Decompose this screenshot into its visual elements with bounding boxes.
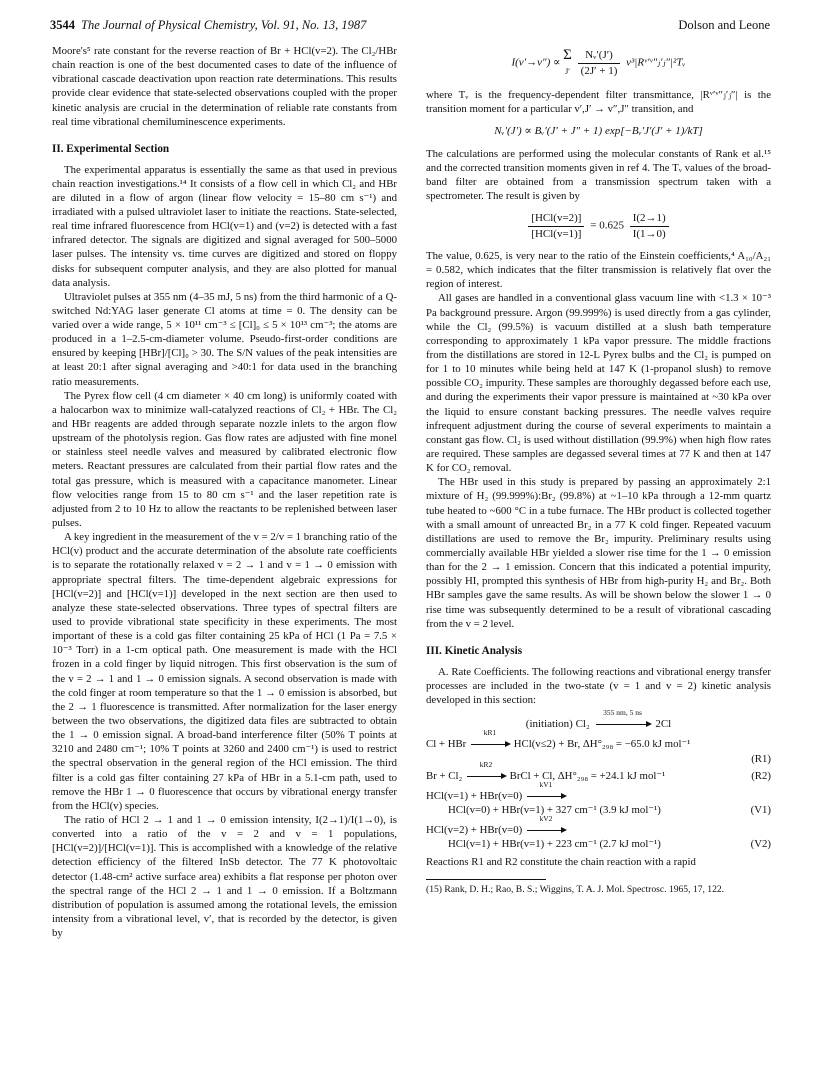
paragraph: A key ingredient in the measurement of the v = 2/v = 1 branching ratio of the HCl(v) product and the accurate determination of the absolute rate coefficients is to separate the rotationally relaxed v = 2 → 1 and v = 1 → 0 emission with appropriate spectral filters. The time-dependent algebraic expressions for [HCl(v=2)] and [HCl(v=1)] developed in the next section are then used to analyze these state-selected observations. Three types of spectral filters are used to provide vibrational state specificity in these experiments. The most important of these is a cold gas filter containing 25 kPa of HCl (1 Pa = 7.5 × 10⁻³ Torr) in a 1-cm optical path. One measurement is made with the HCl frozen in a cold finger by liquid nitrogen. This first observation is the sum of the v = 2 → 1 and 1 → 0 emission signals. A second observation is made with the cold finger at room temperature so that the 1 → 0 emission is absorbed, but the 2 → 1 fluorescence is transmitted. After normalization for the laser energy between the two observations, the digitized data files are subtracted to obtain the 1 → 0 emission signal. A broad-band interference filter (50% T points at 3210 and 2480 cm⁻¹; 10% T points at 3260 and 2400 cm⁻¹) is used to restrict the spectral observation in the general region of the HCl emission. The third filter is a cold gas filter containing 27 kPa of HBr in a 5.1-cm path, used to remove the HBr 1 → 0 fluorescence that occurs by vibrational energy transfer from the HCl(v) species. [52, 531, 397, 812]
footnote-15: (15) Rank, D. H.; Rao, B. S.; Wiggins, T. A. J. Mol. Spectrosc. 1965, 17, 122. [426, 884, 725, 896]
equation-intensity [426, 48, 771, 78]
reaction-v1 [426, 779, 771, 817]
eq1-fraction [578, 48, 621, 78]
r2-reactants: Br + Cl₂ [426, 769, 463, 782]
rate-constant-label: kV2 [539, 814, 553, 824]
eq2-text: Nᵥ′(J′) ∝ Bᵥ′(J′ + J″ + 1) exp[−Bᵥ′J′(J′ + 1)/kT] [494, 125, 703, 138]
rate-constant-label: kR2 [479, 759, 493, 769]
r2-products: BrCl + Cl, ΔH°₂₉₈ = +24.1 kJ mol⁻¹ [509, 769, 666, 782]
initiation-reactant: (initiation) Cl₂ [525, 717, 590, 730]
page-number: 3544 [50, 18, 75, 32]
rate-constant-label: kV1 [539, 779, 553, 789]
reaction-number: (V2) [750, 838, 771, 851]
paragraph: The experimental apparatus is essentially the same as that used in previous chain reaction investigations.¹⁴ It consists of a flow cell in which Cl₂ and HBr are diluted in a flow of argon (linear flow velocity = 15–80 cm s⁻¹) and irradiated with a pulsed ultraviolet laser to initiate the reactions. State-selected, real time infrared fluorescence from HCl(v=1) and (v=2) is detected with a fast infrared detector. The signals are digitized and signal averaged for 500–5000 laser pulses. The intensity vs. time curves are digitized and stored on floppy disks for subsequent computer analysis, and they are also plotted for manual data analysis. [52, 163, 397, 289]
eq1-numerator: Nᵥ′(J′) [578, 48, 621, 63]
sum-symbol: Σ [563, 47, 572, 63]
reaction-number: (R2) [751, 769, 771, 782]
reaction-number: (R1) [751, 752, 771, 765]
paragraph-where: where Tᵥ is the frequency-dependent filter transmittance, |Rᵛ′ᵛ″ⱼ′ⱼ″| is the transition moment for a particular v′,J′ → v″,J″ transition, and [426, 89, 771, 116]
eq3-rhs-denominator: I(1→0) [632, 227, 666, 240]
closing-line: Reactions R1 and R2 constitute the chain reaction with a rapid [426, 856, 696, 869]
eq1-lhs: I(v′→v″) ∝ [511, 56, 561, 69]
reaction-v2 [426, 814, 771, 851]
eq3-lhs-fraction [528, 211, 584, 241]
equation-population-ratio [426, 211, 771, 241]
running-head-left [50, 18, 366, 33]
eq1-denominator: (2J′ + 1) [580, 64, 618, 77]
equation-population [426, 124, 771, 138]
eq3-lhs-denominator: [HCl(v=1)] [531, 227, 582, 240]
sum-subscript: J′ [565, 67, 570, 76]
reaction-arrow [469, 728, 511, 751]
eq3-rhs-fraction [630, 211, 669, 241]
r1-reactants: Cl + HBr [426, 738, 467, 751]
paragraph: The ratio of HCl 2 → 1 and 1 → 0 emission intensity, I(2→1)/I(1→0), is converted into a ratio of the v = 2 and v = 1 populations, [HCl(v=2)]/[HCl(v=1)]. This is accomplished with a knowledge of the relative detection efficiency of the filtered InSb detector. The 77 K photovoltaic detector (1.48-cm² active surface area) exhibits a flat response per photon over the spectral range of the HCl 2 → 1 and 1 → 0 emission. If a Boltzmann distribution of population is assumed among the rotational levels, the emission intensity from a vibrational level, v′, that is recorded by the detector, is given by [52, 813, 397, 940]
section-heading-experimental: II. Experimental Section [52, 142, 170, 155]
intro-paragraph: Moore's⁵ rate constant for the reverse reaction of Br + HCl(v=2). The Cl₂/HBr chain reaction is one of the best documented cases to date of the influence of vibrational cascade deactivation upon reaction rate determinations. This results provide clear evidence that state-selected observations coupled with the proper kinetic analysis are crucial in the determination of reliable rate constants from real time vibrational chemiluminescence experiments. [52, 45, 397, 128]
v2-reactants: HCl(v=2) + HBr(v=0) [426, 824, 523, 837]
subsection-intro: A. Rate Coefficients. The following reactions and vibrational energy transfer processes are included in the two-state (v = 1 and v = 2) kinetic analysis developed in this section: [426, 665, 771, 706]
author-names: Dolson and Leone [678, 18, 770, 32]
paragraph: The Pyrex flow cell (4 cm diameter × 40 cm long) is uniformly coated with a halocarbon wax to minimize wall-catalyzed reactions of Cl₂ + HBr. The Cl₂ and HBr reagents are added through separate nozzle inlets to the argon flow upstream of the photolysis region. Gas flow rates are adjusted with fine monel or stainless steel needle valves and measured by calibrated electronic flow meters. Reactant pressures are calculated from their partial flow rates and the total gas pressure, which is measured with a capacitance manometer. Linear flow velocities range from 15 to 80 cm s⁻¹ and the laser repetition rate is adjusted from 2 to 10 Hz to allow the reactants to be replenished between laser pulses. [52, 389, 397, 530]
arrow-label: 355 nm, 5 ns [603, 707, 642, 717]
r1-products: HCl(v≤2) + Br, ΔH°₂₉₈ = −65.0 kJ mol⁻¹ [513, 738, 691, 751]
paragraph: The HBr used in this study is prepared by passing an approximately 2:1 mixture of H₂ (99.999%):Br₂ (99.8%) at ~1–10 kPa through a 12-mm quartz tube heated to ~600 °C in a tube furnace. The HBr product is collected together with a small amount of unreacted Br₂ in a 77 K cold finger. Repeated vacuum distillations are used to remove the Br₂ impurity. Preliminary results using commercially available HBr yielded a slower rise time for the 1 → 0 emission than for the 2 → 1 emission. Concern that this indicated a potential impurity, possibly HI, prompted this synthesis of HBr from high-purity H₂ and Br₂. Both HBr samples gave the same results. As will be shown below the slower 1 → 0 rise time was subsequently determined to be a result of vibrational cascading from the v = 2 level. [426, 476, 771, 630]
rate-constant-label: kR1 [483, 728, 497, 738]
reaction-number: (V1) [750, 803, 771, 816]
reaction-arrow [525, 779, 567, 803]
eq3-rhs-numerator: I(2→1) [630, 211, 669, 226]
running-head [50, 18, 770, 36]
v2-products: HCl(v=1) + HBr(v=1) + 223 cm⁻¹ (2.7 kJ mol⁻¹) [448, 838, 661, 851]
journal-citation: The Journal of Physical Chemistry, Vol. 91, No. 13, 1987 [81, 18, 367, 32]
reaction-arrow [593, 707, 653, 731]
reaction-arrow [525, 814, 567, 837]
paragraph-einstein: The value, 0.625, is very near to the ratio of the Einstein coefficients,⁴ A₁₀/A₂₁ = 0.582, which indicates that the filter transmission is relatively flat over the region of interest. [426, 250, 771, 291]
reaction-arrow [465, 759, 507, 783]
reaction-r2 [426, 759, 771, 783]
paragraph: All gases are handled in a conventional glass vacuum line with <1.3 × 10⁻³ Pa background pressure. Argon (99.999%) is used directly from a gas cylinder, while the Cl₂ (99.5%) is vacuum distilled at a slush bath temperature corresponding to approximately 1 kPa vapor pressure. The middle fractions from the distillations are stored in 12-L Pyrex bulbs and the Cl₂ is pumped on for 1 to 10 minutes while being held at 147 K (1-propanol slush) to remove possible CO₂ impurity. These samples are thoroughly degassed before each use, and during the experiments their vapor pressure is maintained at ~30 kPa over the liquid to ensure constant backing pressures. The needle valves require infrequent adjustment during the course of several experiments to maintain a constant gas flow. Cl₂ is used without distillation (99.9%) when high flow rates are required. These samples are degassed several times at 77 K and then at 147 K for CO₂ removal. [426, 292, 771, 475]
initiation-product: 2Cl [655, 717, 672, 730]
paragraph: Ultraviolet pulses at 355 nm (4–35 mJ, 5 ns) from the third harmonic of a Q-switched Nd:YAG laser generate Cl atoms at time = 0. The density can be varied over a wide range, 5 × 10¹¹ cm⁻³ ≤ [Cl]₀ ≤ 5 × 10¹³ cm⁻³; the atoms are produced in a 1–2.5-cm-diameter volume. Pseudo-first-order conditions are ensured by keeping [HBr]/[Cl]₀ > 30. The S/N values of the peak intensities are at least 20:1 after signal averaging and >40:1 for data used in the branching ratio measurements. [52, 290, 397, 388]
footnote-divider [426, 879, 546, 880]
eq3-coefficient: = 0.625 [590, 219, 624, 232]
v1-reactants: HCl(v=1) + HBr(v=0) [426, 789, 523, 802]
right-column [426, 44, 771, 897]
paragraph-calculations: The calculations are performed using the molecular constants of Rank et al.¹⁵ and the corrected transition moments given in ref 4. The Tᵥ values of the broad-band filter are obtained from a transmission spectrum taken with a spectrometer. The result is given by [426, 147, 771, 203]
left-column [52, 44, 397, 940]
eq3-lhs-numerator: [HCl(v=2)] [528, 211, 584, 226]
section-heading-kinetic: III. Kinetic Analysis [426, 644, 523, 657]
v1-products: HCl(v=0) + HBr(v=1) + 327 cm⁻¹ (3.9 kJ mol⁻¹) [448, 803, 661, 816]
eq1-rhs: ν³|Rᵛ′ᵛ″ⱼ′ⱼ″|²Tᵥ [626, 56, 686, 69]
